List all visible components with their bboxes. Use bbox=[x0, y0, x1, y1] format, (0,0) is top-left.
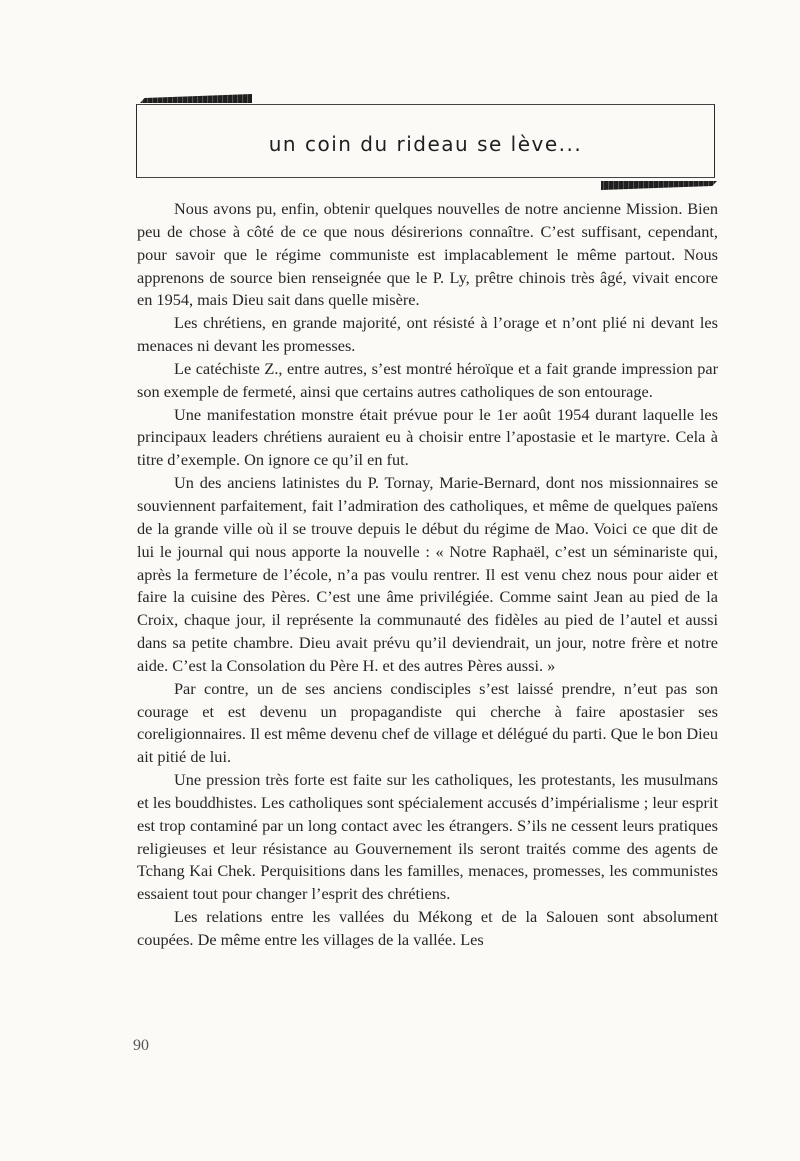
body-text bbox=[137, 198, 718, 952]
paragraph: Un des anciens latinistes du P. Tornay, Marie-Bernard, dont nos missionnaires se souviennent parfaitement, fait l’admiration des catholiques, et même de quelques païens de la grande ville où il se trouve depuis le début du régime de Mao. Voici ce que dit de lui le journal qui nous apporte la nouvelle : « Notre Raphaël, c’est un séminariste qui, après la fermeture de l’école, n’a pas voulu rentrer. Il est venu chez nous pour aider et faire la cuisine des Pères. C’est une âme privilégiée. Comme saint Jean au pied de la Croix, chaque jour, il représente la communauté des fidèles au pied de l’autel et aussi dans sa petite chambre. Dieu avait prévu qu’il deviendrait, un jour, notre frère et notre aide. C’est la Consolation du Père H. et des autres Pères aussi. » bbox=[137, 473, 718, 675]
chapter-title-frame bbox=[136, 104, 715, 178]
paragraph: Le catéchiste Z., entre autres, s’est montré héroïque et a fait grande impression par son exemple de fermeté, ainsi que certains autres catholiques de son entourage. bbox=[137, 358, 718, 401]
paragraph: Une pression très forte est faite sur les catholiques, les protestants, les musulmans et les bouddhistes. Les catholiques sont spécialement accusés d’impérialisme ; leur esprit est trop contaminé par un long contact avec les étrangers. S’ils ne cessent leurs pratiques religieuses et leur résistance au Gouvernement ils seront traités comme des agents de Tchang Kai Chek. Perquisitions dans les familles, menaces, promesses, les communistes essaient tout pour changer l’esprit des chrétiens. bbox=[137, 770, 718, 904]
page-number: 90 bbox=[133, 1037, 149, 1054]
paragraph: Les relations entre les vallées du Mékong et de la Salouen sont absolument coupées. De même entre les villages de la vallée. Les bbox=[137, 907, 718, 949]
paragraph: Par contre, un de ses anciens condisciples s’est laissé prendre, n’eut pas son courage et est devenu un propagandiste qui cherche à faire apostasier ses coreligionnaires. Il est même devenu chef de village et délégué du parti. Que le bon Dieu ait pitié de lui. bbox=[137, 678, 718, 767]
paragraph: Les chrétiens, en grande majorité, ont résisté à l’orage et n’ont plié ni devant les menaces ni devant les promesses. bbox=[137, 313, 718, 356]
paragraph: Une manifestation monstre était prévue pour le 1er août 1954 durant laquelle les principaux leaders chrétiens auraient eu à choisir entre l’apostasie et le martyre. Cela à titre d’exemple. On ignore ce qu’il en fut. bbox=[137, 404, 718, 470]
paragraph: Nous avons pu, enfin, obtenir quelques nouvelles de notre ancienne Mission. Bien peu de chose à côté de ce que nous désirerions connaître. C’est suffisant, cependant, pour savoir que le régime communiste est implacablement le même partout. Nous apprenons de source bien renseignée que le P. Ly, prêtre chinois très âgé, vivait encore en 1954, mais Dieu sait dans quelle misère. bbox=[137, 199, 718, 310]
chapter-title: un coin du rideau se lève... bbox=[268, 132, 583, 156]
decorative-bar-top bbox=[140, 94, 252, 103]
decorative-bar-bottom bbox=[601, 181, 717, 190]
